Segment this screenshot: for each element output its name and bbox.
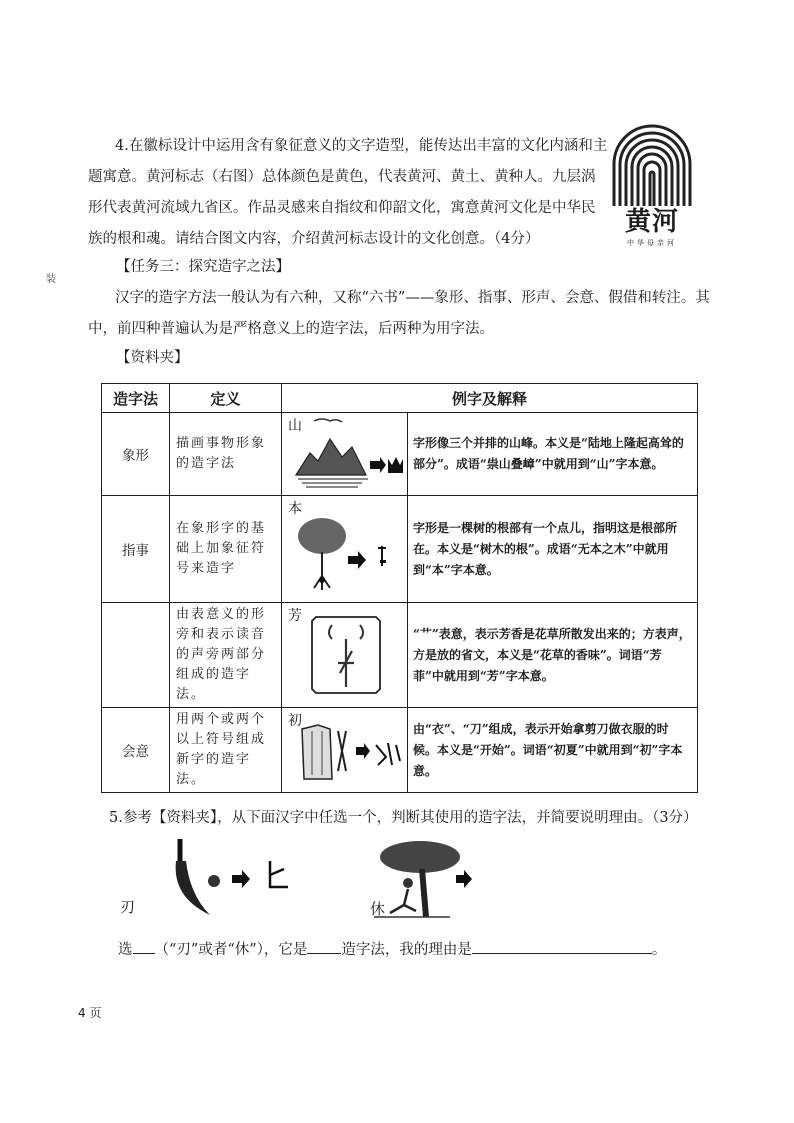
person-under-tree-icon bbox=[374, 841, 460, 917]
row-example-image bbox=[282, 496, 408, 603]
task3-paragraph: 汉字的造字方法一般认为有六种，又称“六书”——象形、指事、形声、会意、假借和转注。其中，前四种普遍认为是严格意义上的造字法，后两种为用字法。 bbox=[88, 290, 710, 337]
row-method-blank bbox=[102, 603, 170, 708]
example-character: 初 bbox=[288, 713, 302, 729]
task3-heading: 【任务三：探究造字之法】 bbox=[116, 259, 290, 275]
row-example-image bbox=[282, 603, 408, 708]
logo-wordmark: 黄河 bbox=[624, 207, 679, 237]
answer-line bbox=[118, 938, 666, 959]
answer-mid1: （“刃”或者“休”），它是 bbox=[154, 942, 308, 958]
row-method: 指事 bbox=[102, 496, 170, 603]
example-character: 山 bbox=[288, 418, 302, 434]
header-definition: 定义 bbox=[170, 384, 282, 413]
row-method: 会意 bbox=[102, 708, 170, 793]
question-4-text: 4.在徽标设计中运用含有象征意义的文字造型，能传达出丰富的文化内涵和主题寓意。黄河标志（右图）总体颜色是黄色，代表黄河、黄土、黄种人。九层涡形代表黄河流域九省区。作品灵感来自指纹和仰韶文化，寓意黄河文化是中华民族的根和魂。请结合图文内容，介绍黄河标志设计的文化创意。（4分） bbox=[88, 138, 608, 247]
row-definition: 描画事物形象的造字法 bbox=[170, 413, 282, 496]
question-5-illustrations bbox=[120, 835, 480, 920]
blade-icon bbox=[176, 839, 220, 915]
row-example-image bbox=[282, 708, 408, 793]
answer-mid2: 造字法，我的理由是 bbox=[341, 942, 472, 958]
row-explanation: 由“衣”、“刀”组成，表示开始拿剪刀做衣服的时候。本义是“开始”。词语“初夏”中就用到“初”字本意。 bbox=[408, 708, 698, 793]
table-header-row bbox=[102, 384, 698, 413]
logo-caption: 中华母亲河 bbox=[627, 239, 677, 247]
arrow-icon bbox=[456, 870, 472, 888]
reason-blank[interactable] bbox=[472, 939, 652, 954]
choice-blank[interactable] bbox=[133, 939, 155, 954]
binding-mark: 装 bbox=[46, 274, 56, 285]
yellow-river-logo bbox=[608, 122, 696, 250]
row-explanation: 字形像三个并排的山峰。本义是“陆地上隆起高耸的部分”。成语“祟山叠嶂”中就用到“山”字本意。 bbox=[408, 413, 698, 496]
example-character: 本 bbox=[288, 501, 302, 517]
ancient-blade-glyph-icon bbox=[270, 861, 288, 887]
row-definition: 由表意义的形旁和表示读音的声旁两部分组成的造字法。 bbox=[170, 603, 282, 708]
table-row bbox=[102, 496, 698, 603]
char-option-rest: 休 bbox=[370, 900, 386, 918]
row-definition: 用两个或两个以上符号组成新字的造字法。 bbox=[170, 708, 282, 793]
row-method: 象形 bbox=[102, 413, 170, 496]
table-row bbox=[102, 708, 698, 793]
arrow-icon bbox=[232, 870, 250, 888]
header-method: 造字法 bbox=[102, 384, 170, 413]
question-5-text: 5.参考【资料夹】，从下面汉字中任选一个，判断其使用的造字法，并简要说明理由。（3分） bbox=[109, 810, 698, 826]
page-footer: 4 页 bbox=[78, 1006, 102, 1020]
table-row bbox=[102, 603, 698, 708]
row-explanation: 字形是一棵树的根部有一个点儿，指明这是根部所在。本义是“树木的根”。成语“无本之木”中就用到“本”字本意。 bbox=[408, 496, 698, 603]
example-character: 芳 bbox=[288, 608, 302, 624]
header-examples: 例字及解释 bbox=[282, 384, 698, 413]
answer-prefix: 选 bbox=[118, 942, 133, 958]
row-explanation: “艹”表意，表示芳香是花草所散发出来的；方表声，方是放的省文，本义是“花草的香味”。词语“芳菲”中就用到“芳”字本意。 bbox=[408, 603, 698, 708]
row-example-image bbox=[282, 413, 408, 496]
table-row bbox=[102, 413, 698, 496]
row-definition: 在象形字的基础上加象征符号来造字 bbox=[170, 496, 282, 603]
char-option-blade: 刃 bbox=[120, 898, 136, 916]
answer-end: 。 bbox=[651, 942, 667, 958]
folder-label: 【资料夹】 bbox=[116, 350, 189, 366]
character-methods-table bbox=[101, 383, 698, 793]
method-blank[interactable] bbox=[307, 939, 341, 954]
